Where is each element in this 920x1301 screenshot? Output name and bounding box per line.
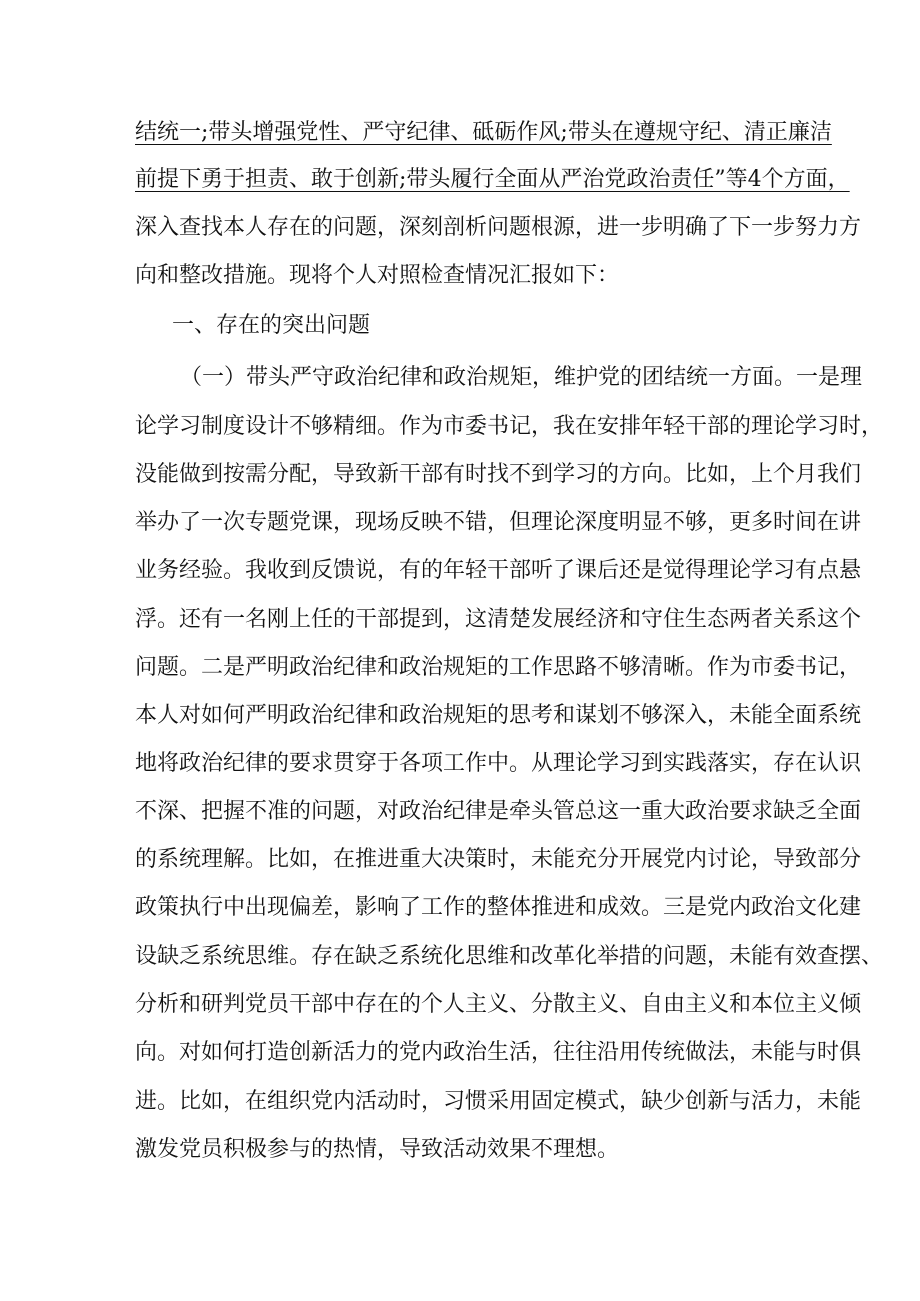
text-line-12: 问题。二是严明政治纪律和政治规矩的工作思路不够清晰。作为市委书记，: [135, 655, 862, 680]
text-line-17: 政策执行中出现偏差，影响了工作的整体推进和成效。三是党内政治文化建: [135, 895, 862, 920]
text-line-20: 向。对如何打造创新活力的党内政治生活，往往沿用传统做法，未能与时俱: [135, 1040, 862, 1065]
text-line-10: 业务经验。我收到反馈说，有的年轻干部听了课后还是觉得理论学习有点悬: [135, 558, 862, 583]
text-line-13: 本人对如何严明政治纪律和政治规矩的思考和谋划不够深入，未能全面系统: [135, 703, 862, 728]
text-line-6: （一）带头严守政治纪律和政治规矩，维护党的团结统一方面。一是理: [180, 365, 863, 390]
section-heading: 一、存在的突出问题: [172, 313, 371, 338]
text-line-15: 不深、把握不准的问题，对政治纪律是牵头管总这一重大政治要求缺乏全面: [135, 799, 862, 824]
text-line-1: 结统一;带头增强党性、严守纪律、砥砺作风;带头在遵规守纪、清正廉洁: [135, 120, 832, 145]
text-line-7: 论学习制度设计不够精细。作为市委书记，我在安排年轻干部的理论学习时，: [135, 414, 884, 439]
text-line-21: 进。比如，在组织党内活动时，习惯采用固定模式，缺少创新与活力，未能: [135, 1089, 862, 1114]
text-line-3: 深入查找本人存在的问题，深刻剖析问题根源，进一步明确了下一步努力方: [135, 215, 862, 240]
text-line-19: 分析和研判党员干部中存在的个人主义、分散主义、自由主义和本位主义倾: [135, 992, 862, 1017]
text-line-11: 浮。还有一名刚上任的干部提到，这清楚发展经济和守住生态两者关系这个: [135, 607, 862, 632]
text-line-2: 前提下勇于担责、敢于创新;带头履行全面从严治党政治责任”等4个方面，: [135, 167, 850, 192]
text-line-18: 设缺乏系统思维。存在缺乏系统化思维和改革化举措的问题，未能有效查摆、: [135, 944, 884, 969]
text-line-14: 地将政治纪律的要求贯穿于各项工作中。从理论学习到实践落实，存在认识: [135, 751, 862, 776]
text-line-9: 举办了一次专题党课，现场反映不错，但理论深度明显不够，更多时间在讲: [135, 510, 862, 535]
text-line-4: 向和整改措施。现将个人对照检查情况汇报如下：: [135, 263, 620, 288]
text-line-8: 没能做到按需分配，导致新干部有时找不到学习的方向。比如，上个月我们: [135, 462, 862, 487]
text-line-22: 激发党员积极参与的热情，导致活动效果不理想。: [135, 1137, 620, 1162]
text-line-16: 的系统理解。比如，在推进重大决策时，未能充分开展党内讨论，导致部分: [135, 847, 862, 872]
